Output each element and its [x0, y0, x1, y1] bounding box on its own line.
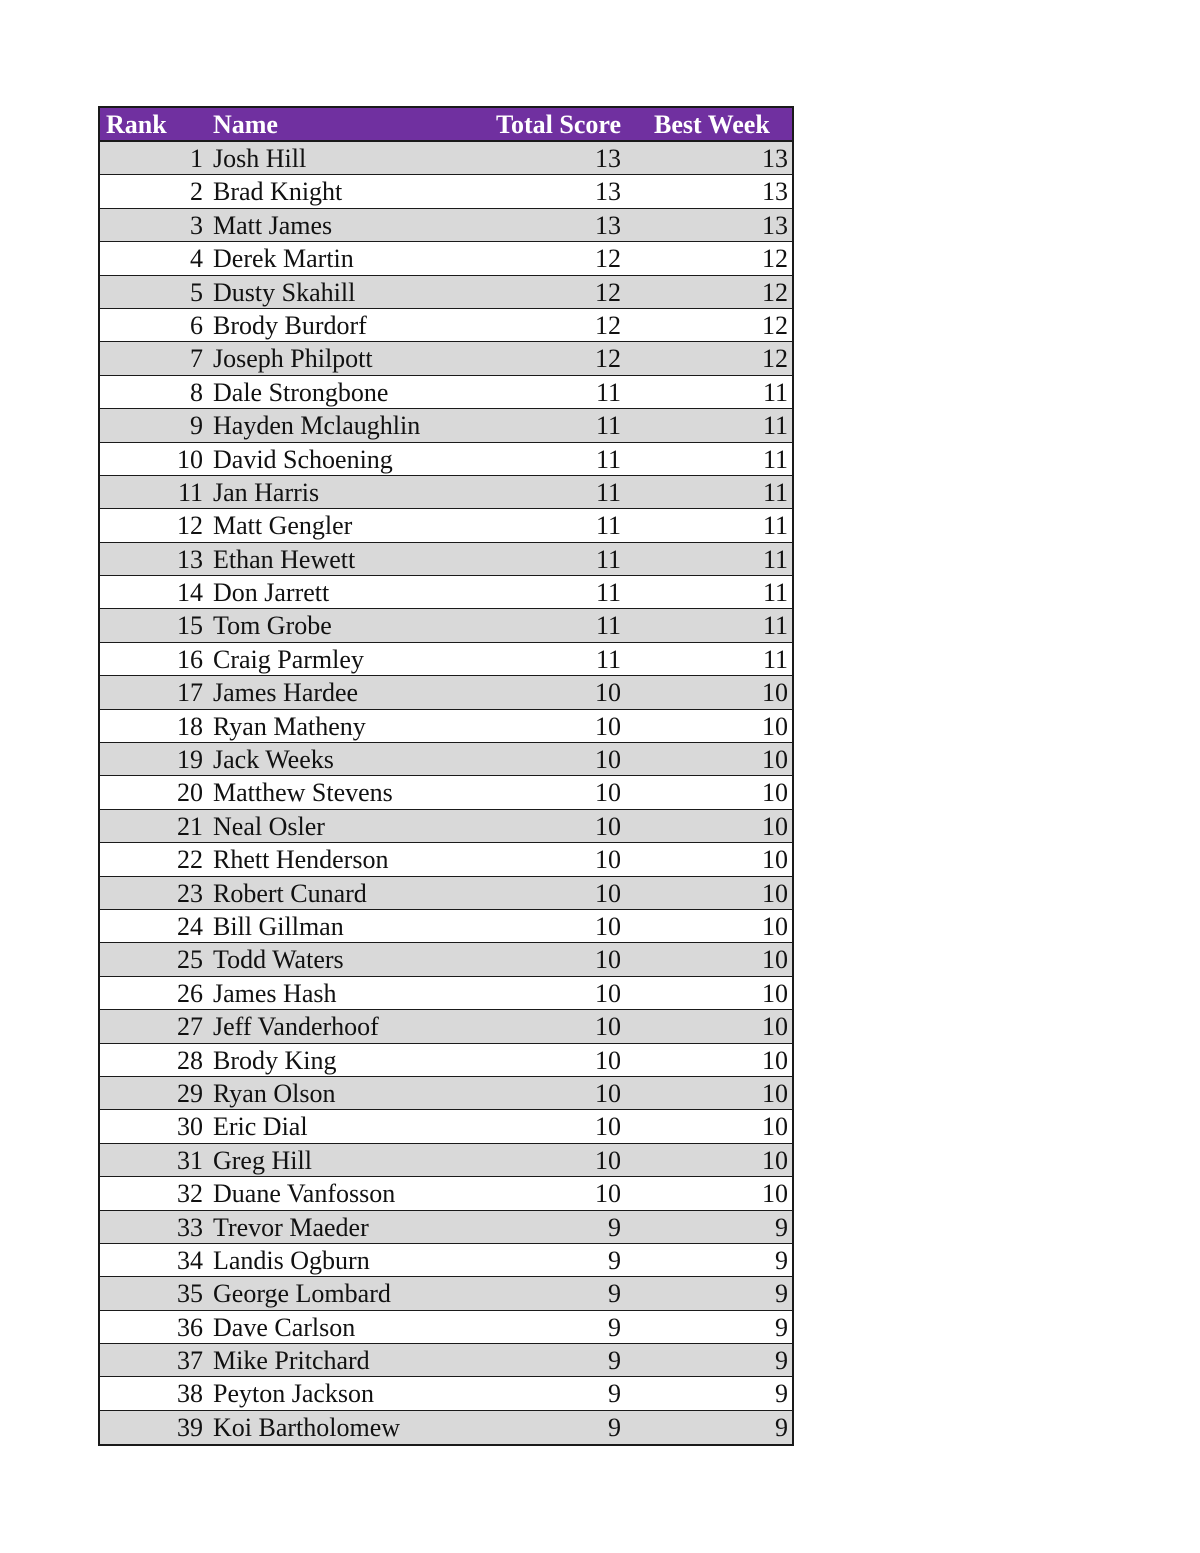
- rank-cell: 1: [190, 144, 203, 173]
- rank-cell: 3: [190, 210, 203, 240]
- best-week-cell: 10: [762, 678, 788, 708]
- table-row: [100, 710, 792, 743]
- total-score-cell: 10: [595, 678, 621, 708]
- total-score-cell: 10: [595, 745, 621, 775]
- best-week-cell: 10: [762, 778, 788, 808]
- total-score-cell: 9: [608, 1245, 621, 1275]
- name-cell: Tom Grobe: [213, 611, 332, 641]
- name-cell: Trevor Maeder: [213, 1212, 369, 1242]
- table-row: [100, 1177, 792, 1210]
- table-row: [100, 1077, 792, 1110]
- name-cell: Brad Knight: [213, 177, 343, 207]
- total-score-cell: 10: [595, 1045, 621, 1075]
- table-row: [100, 609, 792, 642]
- best-week-cell: 10: [762, 945, 788, 975]
- rank-cell: 35: [177, 1279, 203, 1309]
- total-score-cell: 10: [595, 1012, 621, 1042]
- best-week-cell: 9: [775, 1379, 788, 1409]
- name-cell: Derek Martin: [213, 244, 354, 274]
- rank-cell: 4: [190, 244, 203, 274]
- rank-cell: 11: [177, 477, 203, 507]
- name-cell: Matthew Stevens: [213, 778, 393, 808]
- rank-cell: 15: [177, 611, 203, 641]
- total-score-cell: 10: [595, 711, 621, 741]
- best-week-cell: 13: [762, 177, 788, 207]
- table-row: [100, 142, 792, 175]
- best-week-cell: 10: [762, 845, 788, 875]
- total-score-cell: 9: [608, 1279, 621, 1309]
- table-row: [100, 1411, 792, 1444]
- table-row: [100, 877, 792, 910]
- best-week-cell: 12: [762, 277, 788, 307]
- name-cell: Dale Strongbone: [213, 377, 389, 407]
- table-row: [100, 1211, 792, 1244]
- total-score-cell: 12: [595, 277, 621, 307]
- rank-cell: 10: [177, 444, 203, 474]
- table-row: [100, 576, 792, 609]
- name-cell: Dave Carlson: [213, 1312, 356, 1342]
- table-row: [100, 977, 792, 1010]
- rank-cell: 33: [177, 1212, 203, 1242]
- best-week-cell: 10: [762, 978, 788, 1008]
- total-score-cell: 12: [595, 344, 621, 374]
- table-row: [100, 1144, 792, 1177]
- name-cell: Landis Ogburn: [213, 1245, 370, 1275]
- total-score-cell: 9: [608, 1379, 621, 1409]
- best-week-cell: 13: [762, 210, 788, 240]
- name-cell: David Schoening: [213, 444, 393, 474]
- table-row: [100, 309, 792, 342]
- rank-cell: 39: [177, 1412, 203, 1442]
- rank-cell: 20: [177, 778, 203, 808]
- best-week-cell: 9: [775, 1279, 788, 1309]
- total-score-cell: 10: [595, 911, 621, 941]
- name-cell: Matt James: [213, 210, 333, 240]
- best-week-cell: 12: [762, 310, 788, 340]
- name-cell: Joseph Philpott: [213, 344, 373, 374]
- rank-cell: 38: [177, 1379, 203, 1409]
- rank-cell: 13: [177, 544, 203, 574]
- rank-cell: 37: [177, 1346, 203, 1376]
- best-week-cell: 10: [762, 1045, 788, 1075]
- rank-cell: 30: [177, 1112, 203, 1142]
- rank-cell: 21: [177, 811, 203, 841]
- table-row: [100, 910, 792, 943]
- table-row: [100, 1277, 792, 1310]
- rank-cell: 17: [177, 678, 203, 708]
- total-score-cell: 10: [595, 1145, 621, 1175]
- best-week-cell: 10: [762, 711, 788, 741]
- total-score-cell: 10: [595, 945, 621, 975]
- name-cell: Brody Burdorf: [213, 310, 367, 340]
- total-score-column-header: Total Score: [496, 110, 621, 139]
- name-cell: Peyton Jackson: [213, 1379, 375, 1409]
- table-row: [100, 843, 792, 876]
- total-score-cell: 11: [595, 578, 621, 608]
- table-body: [100, 142, 792, 1444]
- best-week-cell: 11: [762, 544, 788, 574]
- table-row: [100, 943, 792, 976]
- name-cell: Matt Gengler: [213, 511, 353, 541]
- name-cell: Brody King: [213, 1045, 337, 1075]
- rank-cell: 23: [177, 878, 203, 908]
- total-score-cell: 9: [608, 1412, 621, 1442]
- table-row: [100, 409, 792, 442]
- name-cell: Eric Dial: [213, 1112, 308, 1142]
- total-score-cell: 11: [595, 411, 621, 441]
- total-score-cell: 10: [595, 845, 621, 875]
- table-row: [100, 776, 792, 809]
- total-score-cell: 9: [608, 1312, 621, 1342]
- name-cell: James Hash: [213, 978, 337, 1008]
- name-cell: Rhett Henderson: [213, 845, 389, 875]
- name-cell: Todd Waters: [213, 945, 344, 975]
- total-score-cell: 10: [595, 1078, 621, 1108]
- table-row: [100, 1044, 792, 1077]
- table-row: [100, 1344, 792, 1377]
- table-row: [100, 276, 792, 309]
- table-row: [100, 643, 792, 676]
- total-score-cell: 11: [595, 644, 621, 674]
- best-week-cell: 9: [775, 1412, 788, 1442]
- best-week-cell: 11: [762, 377, 788, 407]
- best-week-cell: 10: [762, 1179, 788, 1209]
- rank-cell: 36: [177, 1312, 203, 1342]
- name-cell: George Lombard: [213, 1279, 391, 1309]
- rank-cell: 8: [190, 377, 203, 407]
- best-week-cell: 13: [762, 144, 788, 173]
- name-cell: Don Jarrett: [213, 578, 330, 608]
- rank-cell: 2: [190, 177, 203, 207]
- table-row: [100, 1377, 792, 1410]
- name-cell: Mike Pritchard: [213, 1346, 370, 1376]
- table-row: [100, 1311, 792, 1344]
- total-score-cell: 9: [608, 1212, 621, 1242]
- best-week-cell: 11: [762, 611, 788, 641]
- name-cell: Bill Gillman: [213, 911, 344, 941]
- best-week-cell: 11: [762, 477, 788, 507]
- table-row: [100, 543, 792, 576]
- total-score-cell: 12: [595, 244, 621, 274]
- total-score-cell: 10: [595, 978, 621, 1008]
- rank-cell: 31: [177, 1145, 203, 1175]
- table-row: [100, 676, 792, 709]
- best-week-cell: 10: [762, 1012, 788, 1042]
- rank-cell: 5: [190, 277, 203, 307]
- best-week-cell: 10: [762, 911, 788, 941]
- rank-cell: 34: [177, 1245, 203, 1275]
- name-cell: Ethan Hewett: [213, 544, 356, 574]
- table-row: [100, 209, 792, 242]
- rank-cell: 16: [177, 644, 203, 674]
- table-row: [100, 242, 792, 275]
- table-row: [100, 743, 792, 776]
- name-cell: Robert Cunard: [213, 878, 367, 908]
- rank-cell: 12: [177, 511, 203, 541]
- table-row: [100, 509, 792, 542]
- rank-cell: 14: [177, 578, 203, 608]
- standings-table: [98, 106, 794, 1446]
- rank-cell: 22: [177, 845, 203, 875]
- table-row: [100, 1010, 792, 1043]
- best-week-cell: 10: [762, 1145, 788, 1175]
- total-score-cell: 9: [608, 1346, 621, 1376]
- total-score-cell: 10: [595, 1179, 621, 1209]
- total-score-cell: 13: [595, 177, 621, 207]
- best-week-cell: 12: [762, 244, 788, 274]
- total-score-cell: 13: [595, 210, 621, 240]
- best-week-cell: 9: [775, 1312, 788, 1342]
- name-cell: Josh Hill: [213, 144, 307, 173]
- best-week-cell: 9: [775, 1212, 788, 1242]
- name-cell: Neal Osler: [213, 811, 325, 841]
- best-week-cell: 10: [762, 878, 788, 908]
- table-row: [100, 376, 792, 409]
- best-week-cell: 11: [762, 644, 788, 674]
- rank-cell: 7: [190, 344, 203, 374]
- name-cell: Ryan Olson: [213, 1078, 336, 1108]
- best-week-cell: 10: [762, 1112, 788, 1142]
- total-score-cell: 11: [595, 444, 621, 474]
- rank-cell: 25: [177, 945, 203, 975]
- total-score-cell: 10: [595, 778, 621, 808]
- name-cell: Craig Parmley: [213, 644, 364, 674]
- name-column-header: Name: [213, 110, 278, 139]
- rank-cell: 18: [177, 711, 203, 741]
- total-score-cell: 12: [595, 310, 621, 340]
- rank-cell: 27: [177, 1012, 203, 1042]
- rank-cell: 19: [177, 745, 203, 775]
- name-cell: Jack Weeks: [213, 745, 334, 775]
- total-score-cell: 11: [595, 477, 621, 507]
- table-row: [100, 810, 792, 843]
- rank-cell: 24: [177, 911, 203, 941]
- total-score-cell: 11: [595, 511, 621, 541]
- best-week-column-header: Best Week: [654, 110, 770, 139]
- total-score-cell: 11: [595, 377, 621, 407]
- total-score-cell: 11: [595, 611, 621, 641]
- total-score-cell: 10: [595, 811, 621, 841]
- name-cell: Dusty Skahill: [213, 277, 356, 307]
- best-week-cell: 9: [775, 1346, 788, 1376]
- rank-column-header: Rank: [106, 110, 167, 139]
- total-score-cell: 11: [595, 544, 621, 574]
- best-week-cell: 11: [762, 511, 788, 541]
- rank-cell: 6: [190, 310, 203, 340]
- rank-cell: 9: [190, 411, 203, 441]
- total-score-cell: 13: [595, 144, 621, 173]
- table-row: [100, 1110, 792, 1143]
- name-cell: Jeff Vanderhoof: [213, 1012, 379, 1042]
- total-score-cell: 10: [595, 878, 621, 908]
- table-row: [100, 476, 792, 509]
- table-row: [100, 1244, 792, 1277]
- rank-cell: 26: [177, 978, 203, 1008]
- name-cell: Koi Bartholomew: [213, 1412, 401, 1442]
- name-cell: Greg Hill: [213, 1145, 312, 1175]
- best-week-cell: 11: [762, 411, 788, 441]
- best-week-cell: 11: [762, 578, 788, 608]
- total-score-cell: 10: [595, 1112, 621, 1142]
- name-cell: Duane Vanfosson: [213, 1179, 396, 1209]
- table-row: [100, 443, 792, 476]
- table-row: [100, 342, 792, 375]
- best-week-cell: 11: [762, 444, 788, 474]
- table-row: [100, 175, 792, 208]
- name-cell: Ryan Matheny: [213, 711, 366, 741]
- best-week-cell: 10: [762, 811, 788, 841]
- table-header-row: [100, 108, 792, 142]
- name-cell: Hayden Mclaughlin: [213, 411, 421, 441]
- rank-cell: 28: [177, 1045, 203, 1075]
- rank-cell: 32: [177, 1179, 203, 1209]
- name-cell: Jan Harris: [213, 477, 320, 507]
- rank-cell: 29: [177, 1078, 203, 1108]
- best-week-cell: 10: [762, 745, 788, 775]
- best-week-cell: 10: [762, 1078, 788, 1108]
- best-week-cell: 12: [762, 344, 788, 374]
- best-week-cell: 9: [775, 1245, 788, 1275]
- name-cell: James Hardee: [213, 678, 359, 708]
